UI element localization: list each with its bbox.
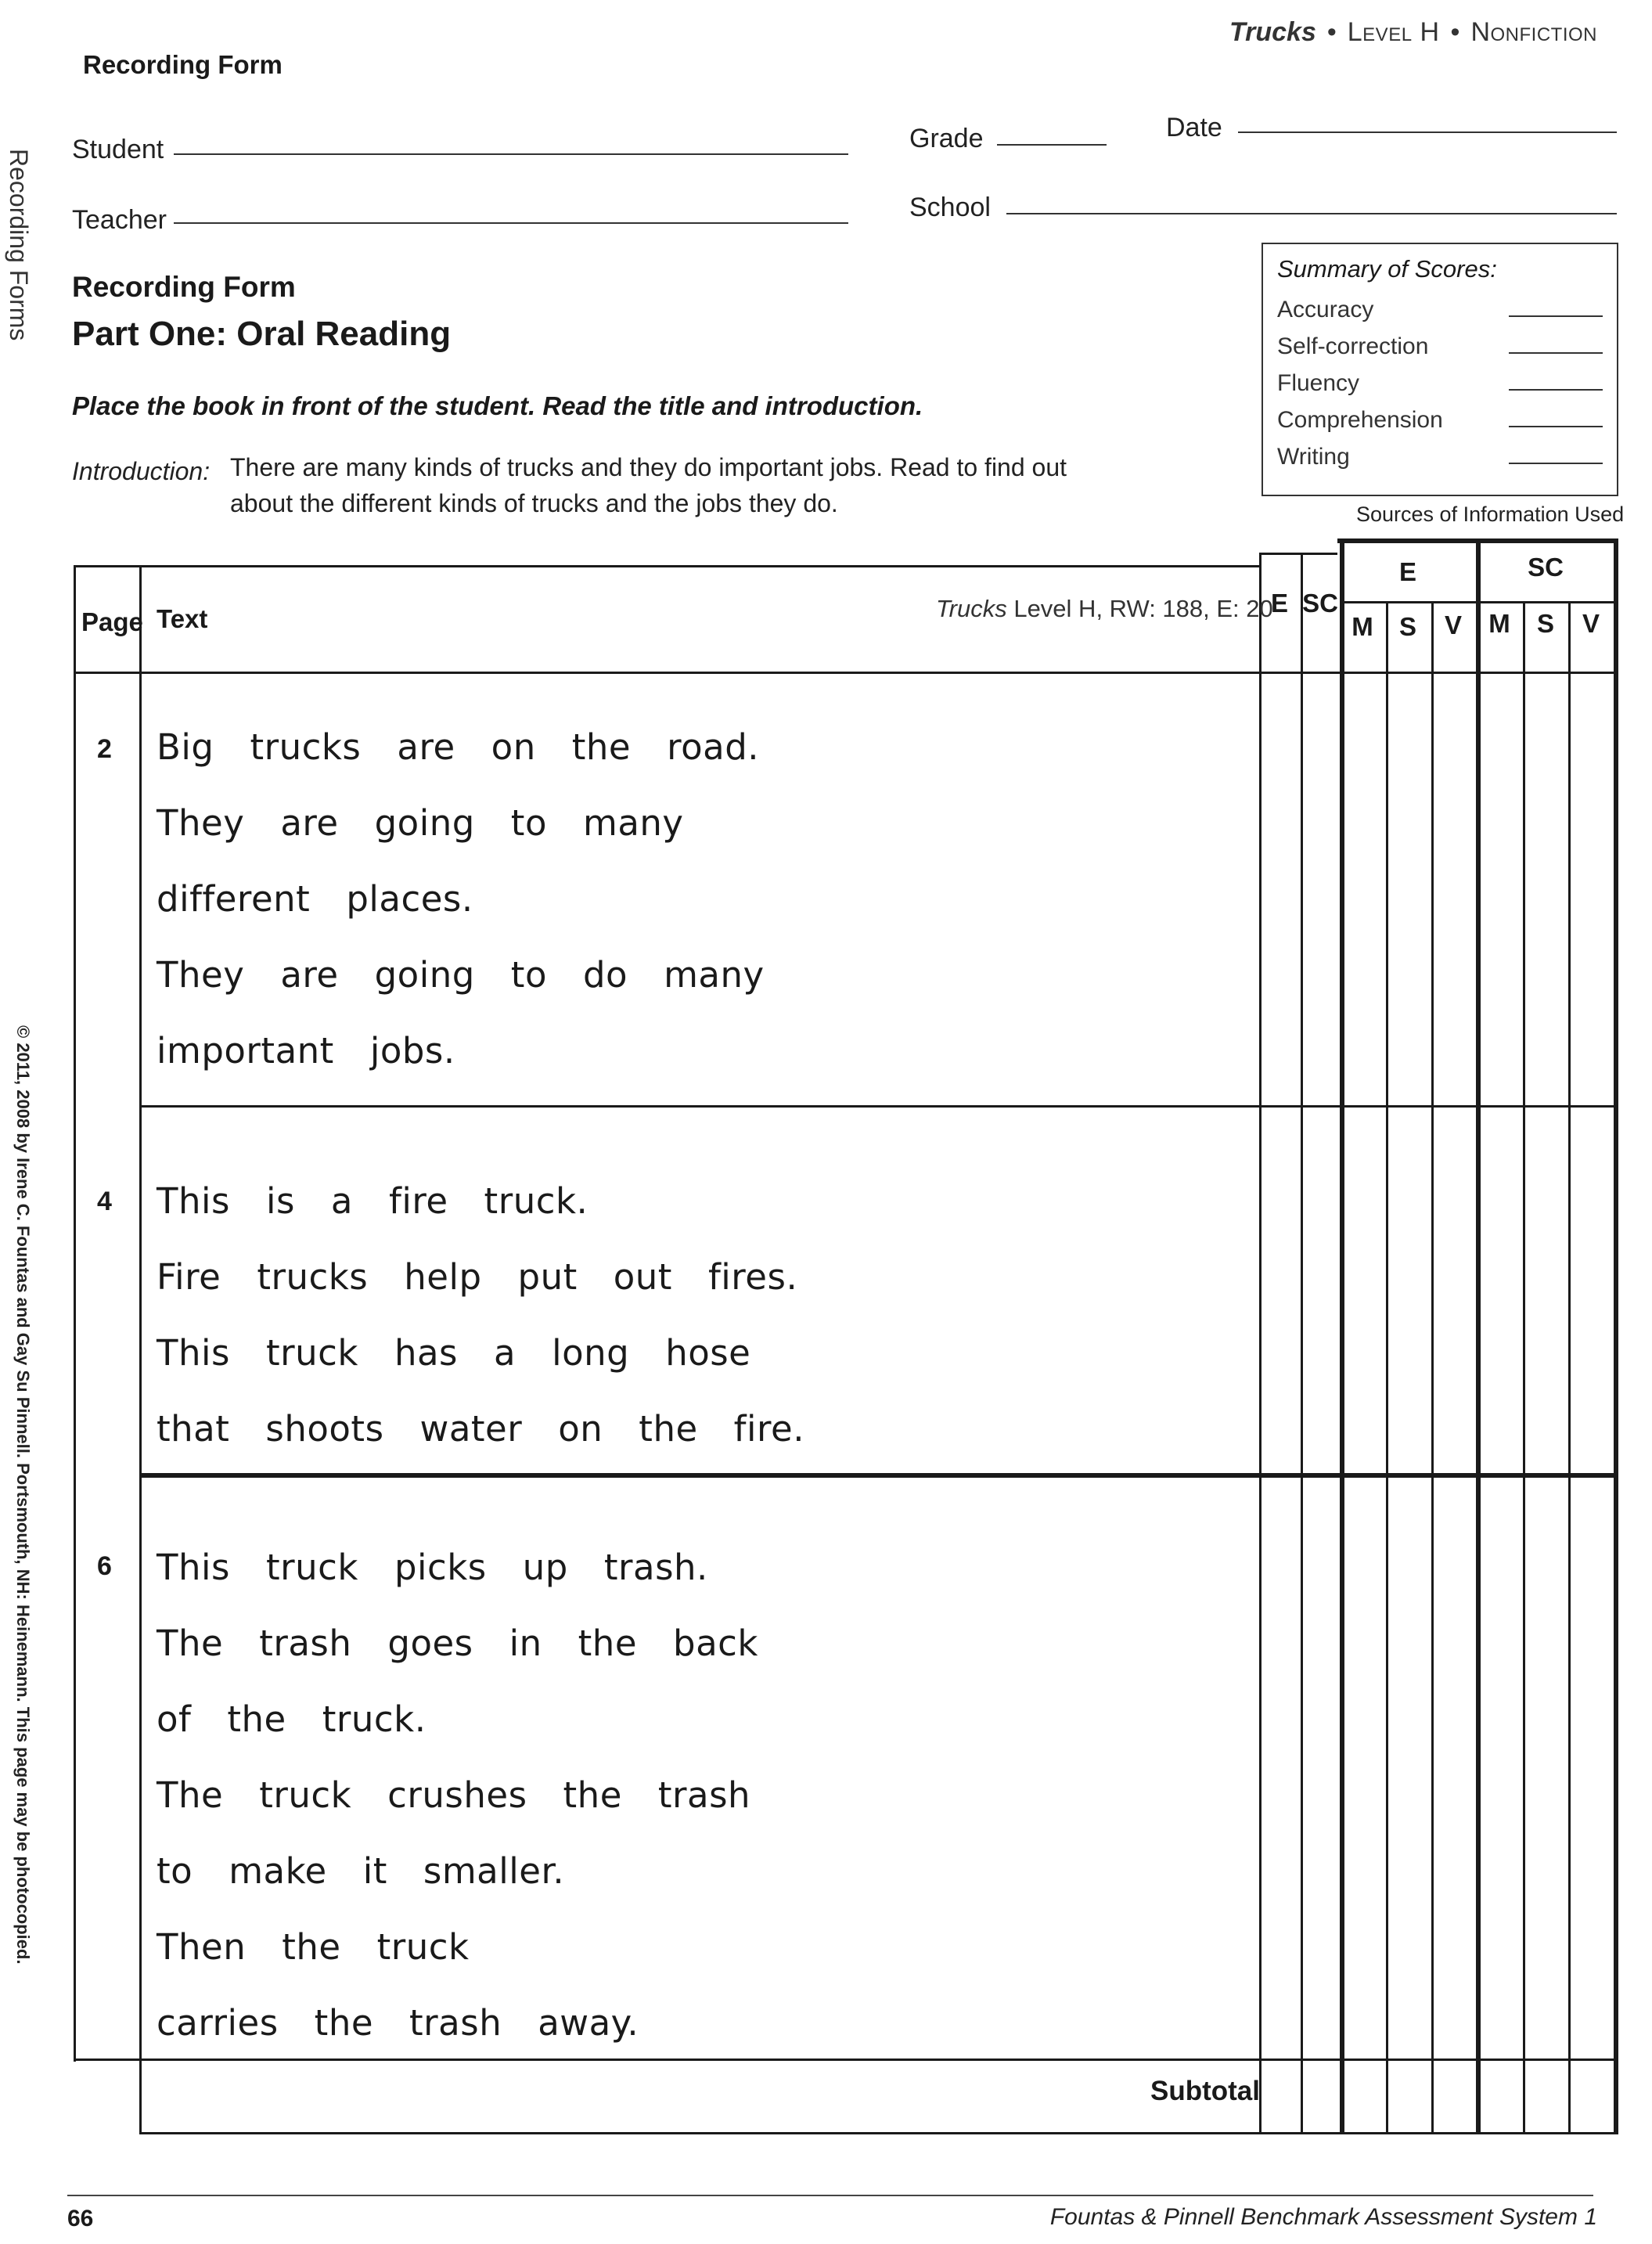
student-label: Student	[72, 135, 164, 164]
word: picks	[394, 1547, 487, 1588]
msv-header-v: V	[1582, 609, 1600, 638]
table-left-border	[74, 565, 76, 2062]
word: fire	[389, 1180, 448, 1222]
word: to	[157, 1850, 193, 1892]
word: make	[229, 1850, 327, 1892]
table-top-border	[1261, 553, 1337, 555]
reading-line	[157, 878, 509, 920]
form-title: Recording Form	[83, 50, 283, 79]
word: the	[563, 1774, 622, 1816]
summary-title: Summary of Scores:	[1277, 255, 1497, 283]
word: back	[673, 1623, 758, 1664]
msv-group-border	[1476, 538, 1481, 2134]
reading-line	[157, 802, 720, 844]
word: is	[265, 1180, 295, 1222]
word: a	[330, 1180, 353, 1222]
book-level-header	[1229, 17, 1597, 48]
reading-line	[157, 2002, 675, 2044]
summary-row	[1277, 397, 1603, 434]
page-number: 66	[67, 2206, 94, 2231]
reading-line	[157, 1926, 506, 1968]
word: They	[157, 802, 245, 844]
word: water	[419, 1408, 523, 1450]
page-column-border	[139, 565, 142, 2134]
reading-line	[157, 1332, 786, 1374]
reading-line	[157, 1698, 462, 1740]
score-blank[interactable]	[1509, 389, 1603, 391]
word: crushes	[387, 1774, 527, 1816]
date-label: Date	[1166, 113, 1222, 142]
msv-column-border	[1568, 603, 1571, 2134]
word: They	[157, 954, 245, 996]
summary-item: Accuracy	[1277, 297, 1374, 322]
msv-right-border	[1614, 538, 1618, 2134]
word: Big	[157, 726, 214, 768]
row-divider	[74, 2059, 1618, 2061]
student-field[interactable]	[174, 153, 848, 155]
word: to	[510, 802, 547, 844]
word: on	[558, 1408, 603, 1450]
e-column-border	[1301, 553, 1303, 2134]
msv-header-m: M	[1488, 609, 1510, 638]
word: help	[404, 1256, 482, 1298]
word: truck	[265, 1332, 358, 1374]
text-column-header: Text	[157, 604, 208, 633]
word: are	[280, 802, 339, 844]
reading-line	[157, 1256, 833, 1298]
word: Fire	[157, 1256, 221, 1298]
word: smaller.	[423, 1850, 565, 1892]
msv-column-border	[1523, 603, 1525, 2134]
summary-row	[1277, 360, 1603, 397]
table-bottom-border	[139, 2132, 1618, 2134]
msv-left-border	[1340, 538, 1344, 2134]
separator: •	[1326, 17, 1337, 47]
word: put	[517, 1256, 578, 1298]
word: road.	[667, 726, 760, 768]
word: places.	[346, 878, 473, 920]
word: shoots	[265, 1408, 384, 1450]
word: the	[578, 1623, 638, 1664]
word: truck.	[322, 1698, 426, 1740]
word: carries	[157, 2002, 279, 2044]
word: This	[157, 1180, 230, 1222]
page-number-4: 4	[97, 1187, 112, 1216]
word: many	[664, 954, 765, 996]
word: truck	[265, 1547, 358, 1588]
reading-line	[157, 1774, 786, 1816]
score-blank[interactable]	[1509, 426, 1603, 427]
summary-item: Fluency	[1277, 370, 1360, 396]
word: jobs.	[369, 1030, 455, 1072]
grade-field[interactable]	[997, 144, 1107, 146]
score-blank[interactable]	[1509, 463, 1603, 464]
section-title: Part One: Oral Reading	[72, 315, 452, 353]
word: going	[374, 802, 475, 844]
level-label: Level H	[1347, 17, 1440, 47]
msv-header-s: S	[1536, 609, 1554, 638]
instruction-text: Place the book in front of the student. Read the title and introduction.	[72, 391, 923, 420]
word: the	[282, 1926, 341, 1968]
word: truck	[376, 1926, 470, 1968]
word: it	[362, 1850, 387, 1892]
e-column-header: E	[1270, 589, 1288, 618]
word: important	[157, 1030, 334, 1072]
reading-line	[157, 954, 801, 996]
genre-label: Nonfiction	[1470, 17, 1597, 47]
word: trash	[657, 1774, 751, 1816]
summary-item: Writing	[1277, 444, 1350, 470]
subtotal-label: Subtotal	[1150, 2076, 1260, 2106]
section-subtitle: Recording Form	[72, 271, 296, 303]
grade-label: Grade	[909, 124, 984, 153]
msv-header-s: S	[1398, 612, 1416, 641]
introduction-label: Introduction:	[72, 457, 211, 485]
word: truck.	[484, 1180, 588, 1222]
word: away.	[538, 2002, 639, 2044]
word: are	[280, 954, 339, 996]
side-label: Recording Forms	[5, 149, 33, 341]
word: trash	[409, 2002, 502, 2044]
reading-line	[157, 1623, 794, 1664]
book-info-title: Trucks	[936, 595, 1007, 622]
reading-line	[157, 1408, 840, 1450]
word: The	[157, 1774, 224, 1816]
row-divider	[139, 1473, 1618, 1478]
reading-line	[157, 1850, 600, 1892]
page-column-header: Page	[81, 607, 143, 636]
publication-name: Fountas & Pinnell Benchmark Assessment System 1	[1049, 2204, 1597, 2230]
summary-of-scores	[1261, 243, 1618, 496]
msv-header-m: M	[1351, 612, 1373, 641]
e-group-header: E	[1398, 557, 1416, 586]
word: the	[571, 726, 632, 768]
separator: •	[1450, 17, 1460, 47]
score-blank[interactable]	[1509, 315, 1603, 317]
footer-divider	[67, 2195, 1593, 2196]
school-field[interactable]	[1006, 213, 1617, 214]
introduction-text: There are many kinds of trucks and they do important jobs. Read to find out about the different kinds of trucks and the jobs they do.	[230, 453, 1067, 517]
word: many	[582, 802, 684, 844]
summary-row	[1277, 323, 1603, 360]
word: This	[157, 1547, 230, 1588]
word: goes	[387, 1623, 473, 1664]
book-info-level: Level H, RW: 188, E: 20	[1013, 595, 1273, 622]
word: of	[157, 1698, 192, 1740]
word: This	[157, 1332, 230, 1374]
sc-group-header: SC	[1528, 553, 1564, 582]
msv-column-border	[1431, 603, 1434, 2134]
reading-line	[157, 1180, 624, 1222]
msv-header-v: V	[1444, 611, 1462, 639]
word: trucks	[257, 1256, 369, 1298]
reading-line	[157, 1030, 491, 1072]
word: in	[509, 1623, 542, 1664]
word: do	[582, 954, 628, 996]
word: going	[374, 954, 475, 996]
word: fire.	[733, 1408, 805, 1450]
word: on	[491, 726, 536, 768]
summary-item: Self-correction	[1277, 333, 1429, 359]
word: Then	[157, 1926, 247, 1968]
row-divider	[139, 1105, 1618, 1108]
word: different	[157, 878, 311, 920]
book-title: Trucks	[1229, 17, 1316, 47]
word: trash.	[603, 1547, 708, 1588]
book-info	[936, 595, 1273, 623]
word: trucks	[250, 726, 362, 768]
summary-item: Comprehension	[1277, 407, 1443, 433]
header-bottom-border	[74, 672, 1618, 674]
text-column-border	[1259, 553, 1261, 2134]
summary-row	[1277, 434, 1603, 470]
word: truck	[259, 1774, 352, 1816]
word: has	[394, 1332, 458, 1374]
school-label: School	[909, 193, 991, 222]
word: a	[493, 1332, 516, 1374]
page-number-2: 2	[97, 734, 112, 764]
date-field[interactable]	[1238, 131, 1617, 133]
word: out	[613, 1256, 672, 1298]
word: hose	[665, 1332, 751, 1374]
word: the	[639, 1408, 698, 1450]
summary-row	[1277, 286, 1603, 323]
table-top-border	[74, 565, 1261, 567]
score-blank[interactable]	[1509, 352, 1603, 354]
copyright-notice: © 2011, 2008 by Irene C. Fountas and Gay Su Pinnell. Portsmouth, NH: Heinemann. This page may be photocopied.	[13, 1025, 33, 1965]
reading-line	[157, 726, 795, 768]
sources-label: Sources of Information Used	[1356, 502, 1625, 526]
word: that	[157, 1408, 230, 1450]
msv-subheader-border	[1340, 601, 1618, 603]
sc-column-header: SC	[1302, 589, 1338, 618]
word: to	[510, 954, 547, 996]
word: the	[314, 2002, 374, 2044]
word: the	[227, 1698, 286, 1740]
reading-line	[157, 1547, 744, 1588]
page-number-6: 6	[97, 1551, 112, 1581]
teacher-field[interactable]	[174, 222, 848, 224]
msv-column-border	[1386, 603, 1388, 2134]
word: trash	[259, 1623, 352, 1664]
word: long	[552, 1332, 630, 1374]
word: The	[157, 1623, 224, 1664]
word: up	[522, 1547, 568, 1588]
teacher-label: Teacher	[72, 205, 167, 235]
word: are	[397, 726, 455, 768]
word: fires.	[707, 1256, 798, 1298]
